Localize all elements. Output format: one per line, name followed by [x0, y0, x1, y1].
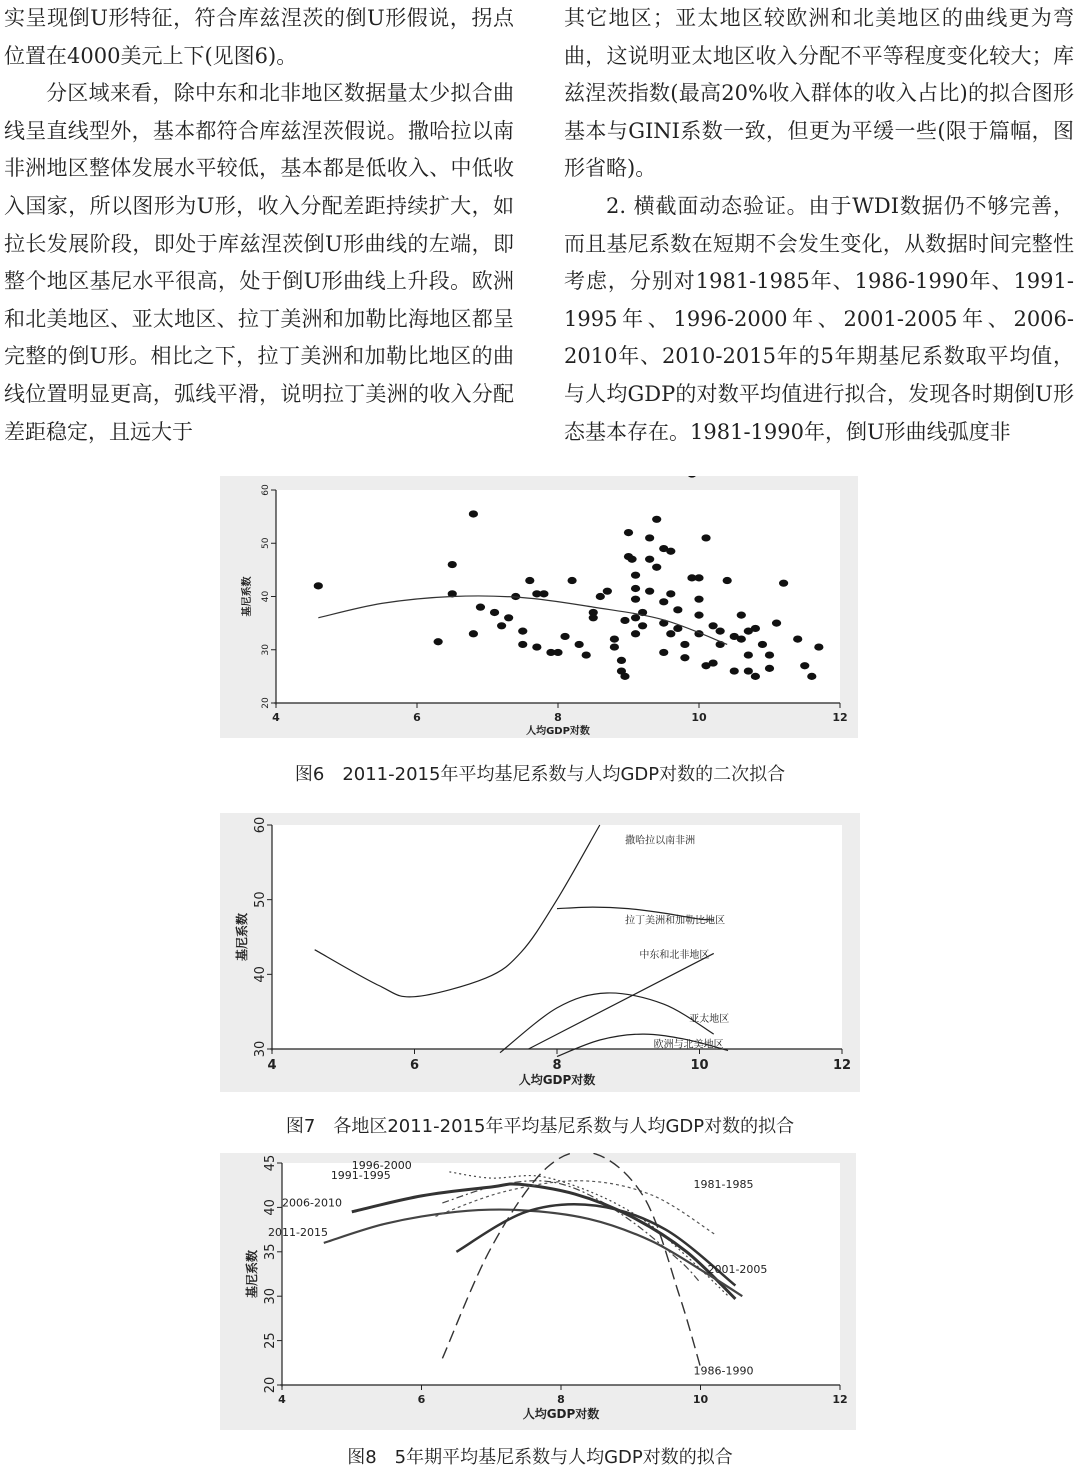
x-tick-label: 8	[552, 1058, 562, 1073]
data-point	[631, 630, 640, 637]
data-point	[610, 643, 619, 650]
data-point	[631, 572, 640, 579]
data-point	[730, 667, 739, 674]
data-point	[716, 628, 725, 635]
paragraph: 实呈现倒U形特征，符合库兹涅茨的倒U形假说，拐点位置在4000美元上下(见图6)。	[4, 6, 514, 68]
data-point	[532, 643, 541, 650]
data-point	[659, 598, 668, 605]
data-point	[469, 510, 478, 517]
data-point	[631, 614, 640, 621]
x-tick-label: 10	[690, 1058, 709, 1073]
data-point	[518, 641, 527, 648]
data-point	[751, 625, 760, 632]
data-point	[525, 577, 534, 584]
y-tick-label: 30	[253, 1040, 268, 1058]
data-point	[758, 641, 767, 648]
data-point	[560, 633, 569, 640]
data-point	[765, 665, 774, 672]
x-tick-label: 12	[832, 1058, 852, 1073]
y-tick-label: 20	[261, 697, 271, 709]
data-point	[800, 662, 809, 669]
x-tick-label: 8	[557, 1393, 565, 1406]
y-axis-label: 基尼系数	[245, 1249, 259, 1299]
data-point	[575, 641, 584, 648]
data-point	[673, 606, 682, 613]
data-point	[568, 577, 577, 584]
y-tick-label: 50	[261, 537, 271, 549]
data-point	[638, 622, 647, 629]
figure-8-line-chart	[220, 1153, 856, 1430]
data-point	[694, 574, 703, 581]
y-tick-label: 40	[261, 590, 271, 603]
data-point	[779, 580, 788, 587]
text-column-right	[564, 0, 1074, 451]
series-label: 欧洲与北美地区	[653, 1039, 724, 1051]
x-tick-label: 12	[832, 1393, 848, 1406]
y-tick-label: 30	[263, 1287, 278, 1305]
x-axis-label: 人均GDP对数	[522, 1407, 600, 1421]
x-tick-label: 6	[417, 1393, 426, 1406]
data-point	[694, 596, 703, 603]
data-point	[645, 534, 654, 541]
data-point	[490, 609, 499, 616]
x-tick-label: 6	[409, 1058, 420, 1073]
series-label: 拉丁美洲和加勒比地区	[625, 915, 726, 927]
data-point	[652, 516, 661, 523]
data-point	[666, 548, 675, 555]
y-tick-label: 40	[263, 1199, 278, 1216]
paragraph: 其它地区；亚太地区较欧洲和北美地区的曲线更为弯曲，这说明亚太地区收入分配不平等程度变化较大；库兹涅茨指数(最高20%收入群体的收入占比)的拟合图形基本与GINI系数一致，但更为平缓一些(限于篇幅，图形省略)。	[564, 6, 1074, 181]
paragraph: 分区域来看，除中东和北非地区数据量太少拟合曲线呈直线型外，基本都符合库兹涅茨假说。撒哈拉以南非洲地区整体发展水平较低，基本都是低收入、中低收入国家，所以图形为U形，收入分配差距持续扩大，如拉长发展阶段，即处于库兹涅茨倒U形曲线的左端，即整个地区基尼水平很高，处于倒U形曲线上升段。欧洲和北美地区、亚太地区、拉丁美洲和加勒比海地区都呈完整的倒U形。相比之下，拉丁美洲和加勒比地区的曲线位置明显更高，弧线平滑，说明拉丁美洲的收入分配差距稳定，且远大于	[4, 81, 514, 444]
x-tick-label: 10	[691, 711, 707, 724]
data-point	[448, 561, 457, 568]
data-point	[751, 673, 760, 680]
y-axis-label: 基尼系数	[235, 912, 249, 962]
y-axis-label: 基尼系数	[242, 576, 253, 617]
data-point	[744, 651, 753, 658]
data-point	[694, 612, 703, 619]
y-tick-label: 35	[263, 1243, 278, 1261]
plot-area	[272, 825, 842, 1049]
data-point	[793, 636, 802, 643]
data-point	[314, 582, 323, 589]
data-point	[497, 622, 506, 629]
data-point	[814, 643, 823, 650]
y-tick-label: 25	[263, 1332, 278, 1349]
y-tick-label: 45	[263, 1154, 278, 1172]
data-point	[476, 604, 485, 611]
x-tick-label: 10	[692, 1393, 709, 1406]
data-point	[620, 673, 629, 680]
x-tick-label: 4	[272, 711, 280, 724]
data-point	[631, 585, 640, 592]
data-point	[666, 630, 675, 637]
data-point	[652, 564, 661, 571]
x-tick-label: 12	[832, 711, 848, 724]
plot-area	[276, 490, 840, 703]
data-point	[582, 651, 591, 658]
data-point	[772, 620, 781, 627]
series-label: 2011-2015	[268, 1225, 329, 1239]
series-label: 1981-1985	[693, 1177, 754, 1191]
paragraph: 2. 横截面动态验证。由于WDI数据仍不够完善，而且基尼系数在短期不会发生变化，从数据时间完整性考虑，分别对1981-1985年、1986-1990年、1991-1995年、1996-2000年、2001-2005年、2006-2010年、2010-2015年的5年期基尼系数取平均值，与人均GDP的对数平均值进行拟合，发现各时期倒U形态基本存在。1981-1990年，倒U形曲线弧度非	[564, 193, 1074, 444]
x-tick-label: 8	[554, 711, 562, 724]
data-point	[603, 588, 612, 595]
series-label: 2006-2010	[282, 1196, 342, 1210]
y-tick-label: 30	[261, 644, 271, 656]
data-point	[645, 588, 654, 595]
data-point	[645, 556, 654, 563]
data-point	[666, 590, 675, 597]
data-point	[807, 673, 816, 680]
x-axis-label: 人均GDP对数	[526, 726, 590, 737]
figure-6-caption: 图6 2011-2015年平均基尼系数与人均GDP对数的二次拟合	[294, 764, 786, 785]
x-axis-label: 人均GDP对数	[518, 1073, 596, 1087]
data-point	[631, 596, 640, 603]
data-point	[617, 657, 626, 664]
figure-6	[220, 476, 858, 738]
data-point	[518, 628, 527, 635]
data-point	[701, 534, 710, 541]
figure-6-scatter-plot	[220, 476, 858, 738]
data-point	[709, 659, 718, 666]
data-point	[709, 622, 718, 629]
data-point	[687, 476, 696, 478]
figure-7-line-chart	[220, 813, 860, 1092]
data-point	[620, 617, 629, 624]
figure-8-caption: 图8 5年期平均基尼系数与人均GDP对数的拟合	[347, 1447, 733, 1468]
series-label: 中东和北非地区	[639, 949, 710, 961]
y-tick-label: 40	[253, 966, 268, 983]
figure-7-caption: 图7 各地区2011-2015年平均基尼系数与人均GDP对数的拟合	[285, 1116, 795, 1137]
data-point	[744, 667, 753, 674]
data-point	[504, 614, 513, 621]
y-tick-label: 60	[253, 816, 268, 834]
data-point	[680, 641, 689, 648]
data-point	[723, 577, 732, 584]
x-tick-label: 4	[278, 1393, 286, 1406]
figure-7	[220, 813, 860, 1092]
text-column-left	[4, 0, 514, 451]
series-label: 1996-2000	[351, 1159, 412, 1173]
data-point	[434, 638, 443, 645]
series-label: 2001-2005	[707, 1263, 768, 1277]
x-tick-label: 4	[267, 1058, 277, 1073]
data-point	[553, 649, 562, 656]
data-point	[610, 636, 619, 643]
x-tick-label: 6	[413, 711, 421, 724]
data-point	[765, 651, 774, 658]
series-label: 撒哈拉以南非洲	[625, 835, 696, 847]
data-point	[627, 556, 636, 563]
y-tick-label: 20	[263, 1376, 278, 1394]
data-point	[589, 614, 598, 621]
data-point	[596, 593, 605, 600]
data-point	[680, 654, 689, 661]
data-point	[737, 612, 746, 619]
series-label: 亚太地区	[689, 1014, 730, 1026]
data-point	[539, 590, 548, 597]
data-point	[624, 529, 633, 536]
series-label: 1991-1995	[330, 1168, 391, 1182]
y-tick-label: 50	[253, 891, 268, 908]
y-tick-label: 60	[261, 484, 271, 496]
series-label: 1986-1990	[693, 1364, 754, 1378]
data-point	[469, 630, 478, 637]
figure-8	[220, 1153, 856, 1430]
data-point	[737, 636, 746, 643]
data-point	[659, 649, 668, 656]
